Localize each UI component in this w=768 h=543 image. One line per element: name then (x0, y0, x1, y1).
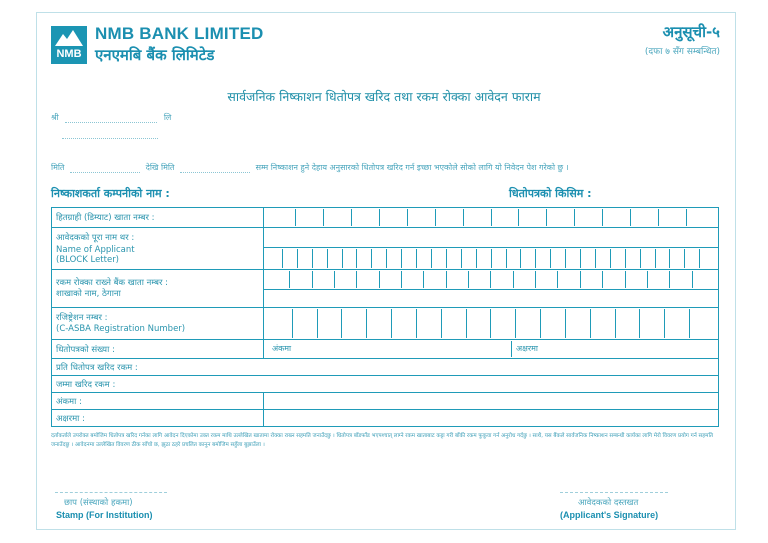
quantity-words-field[interactable]: अक्षरमा (516, 344, 538, 353)
stamp-label-np: छाप (संस्थाको हकमा) (64, 498, 133, 508)
branch-field[interactable] (264, 290, 719, 308)
applicant-name-boxes[interactable] (264, 248, 719, 270)
signature-label-np: आवेदकको दस्तखत (578, 498, 639, 508)
logo-text: NMB (56, 48, 82, 60)
signature-label-en: (Applicant's Signature) (560, 510, 659, 520)
schedule-title: अनुसूची-५ (662, 23, 720, 41)
bank-account-label: रकम रोक्का राख्ने बैंक खाता नम्बर : शाखाको नाम, ठेगाना (52, 270, 264, 308)
addressee-field[interactable] (65, 114, 157, 123)
bank-name-en: NMB BANK LIMITED (95, 24, 264, 43)
quantity-fields[interactable] (264, 340, 719, 359)
nmb-logo (51, 26, 87, 64)
amount-figure-label: अंकमा : (52, 393, 264, 410)
amount-words-field[interactable] (264, 410, 719, 427)
bank-name-np: एनएमबि बैंक लिमिटेड (95, 46, 215, 64)
address-field[interactable] (62, 130, 158, 139)
amount-words-label: अक्षरमा : (52, 410, 264, 427)
quantity-figure-field[interactable]: अंकमा (268, 341, 512, 357)
addressee-line[interactable]: श्री लि (51, 113, 172, 122)
total-amount-label[interactable]: जम्मा खरिद रकम : (52, 376, 719, 393)
registration-label: रजिष्ट्रेशन नम्बर : (C-ASBA Registration Number) (52, 308, 264, 340)
stamp-label-en: Stamp (For Institution) (56, 510, 153, 520)
registration-boxes[interactable] (264, 308, 719, 340)
date-from-field[interactable] (70, 164, 140, 173)
applicant-name-blank[interactable] (264, 228, 719, 248)
stamp-line (55, 492, 167, 493)
demat-label: हितग्राही (डिम्याट) खाता नम्बर : (52, 208, 264, 228)
date-to-field[interactable] (180, 164, 250, 173)
form-title: सार्वजनिक निष्काशन धितोपत्र खरिद तथा रकम रोक्का आवेदन फाराम (227, 89, 541, 104)
company-name-heading: निष्काशकर्ता कम्पनीको नाम : (51, 187, 170, 200)
address-line[interactable] (62, 130, 158, 139)
schedule-subtitle: (दफा ७ सँग सम्बन्धित) (644, 47, 720, 57)
declaration-note: दर्ताकर्ताले उपरोक्त बमोजिम धितोपत्र खरिद गर्नका लागि आवेदन दिएकोमा उक्त रकम माथि उल्लेखित खातामा रोक्का राख्न सहमति जनाउँदछु । धितोपत्र बाँडफाँड भएपश्चात् लाग्ने रकम खाताबाट कट्टा गरी बाँकी रकम फुकुवा गर्न अनुरोध गर्दछु । साथै, यस बैंकले सार्वजनिक निष्काशन सम्बन्धी कार्यका लागि मेरो विवरण प्रयोग गर्न सहमति जनाउँदछु । आवेदनमा उल्लेखित विवरण ठीक साँचो छ, झुठा ठहरे प्रचलित कानुन बमोजिम सहुँला बुझाउँला । (51, 433, 713, 448)
bank-account-boxes[interactable] (264, 270, 719, 290)
application-table (51, 207, 719, 427)
per-security-amount-label[interactable]: प्रति धितोपत्र खरिद रकम : (52, 359, 719, 376)
demat-boxes[interactable] (264, 208, 719, 228)
mountain-icon (55, 30, 83, 46)
quantity-label: धितोपत्रको संख्या : (52, 340, 264, 359)
amount-figure-field[interactable] (264, 393, 719, 410)
applicant-name-label: आवेदकको पूरा नाम थर : Name of Applicant (BLOCK Letter) (52, 228, 264, 270)
request-sentence: मिति देखि मिति सम्म निष्काशन हुने देहाय अनुसारको धितोपत्र खरिद गर्न इच्छा भएकोले सोको लागि यो निवेदन पेश गरेको छु । (51, 163, 569, 172)
security-type-heading: धितोपत्रको किसिम : (509, 187, 592, 200)
signature-line (560, 492, 668, 493)
